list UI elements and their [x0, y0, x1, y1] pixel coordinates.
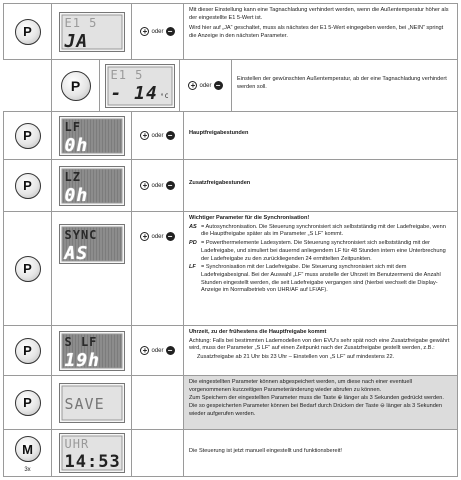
plus-icon[interactable]: + [140, 346, 149, 355]
table-row [3, 159, 458, 211]
description: Mit dieser Einstellung kann eine Tagnachladung verhindert werden, wenn die Außentemperatur höher als der eingestellte E1 5-Wert ist. Wird hier auf „JA“ geschaltet, muss als nächstes der E1 5-Wert eingegeben werden, bei „NEIN“ springt die Anzeige in den nächsten Parameter. [183, 4, 458, 59]
plus-or-minus-control: + oder − [140, 346, 174, 355]
lcd-display [59, 433, 125, 473]
lcd-top: UHR [64, 437, 90, 451]
p-button[interactable]: P [15, 338, 41, 364]
description: Die eingestellten Parameter können abgespeichert werden, um diese nach einer eventuell vorgenommenen kurzzeitigen Parameteränderung wieder abrufen zu können. Zum Speichern der eingestellten Parameter muss die Taste ⊕ länger als 3 Sekunden gedrückt werden. Die so gespeicherten Parameter können bei Bedarf durch Drücken der Taste ⊖ länger als 3 Sekunden wieder aufgerufen werden. [183, 376, 458, 429]
lcd-unit: °C [160, 92, 170, 100]
list-item: LF = Synchronisation mit der Ladefreigabe. Die Steuerung synchronisiert sich mit dem Ladefreigabesignal. Bei der Auswahl „LF“ muss anstelle der Uhrzeit im Benutzermenü die Anzahl Stunden eingestellt werden, die seit Ladefreigabe vergangen sind (hierbei wechselt die Display-Anzeige im Normalbetrieb von UHR/AF auf LF/AF). [189, 264, 441, 294]
lcd-top: E1 5 [64, 15, 98, 30]
table-row [3, 429, 458, 477]
lcd-display [59, 331, 125, 371]
description: Die Steuerung ist jetzt manuell eingestellt und funktionsbereit! [183, 430, 458, 476]
minus-icon[interactable]: − [166, 181, 175, 190]
p-button[interactable]: P [15, 256, 41, 282]
plus-icon[interactable]: + [140, 232, 149, 241]
lcd-top: SYNC [64, 227, 98, 242]
table-row [3, 59, 458, 111]
lcd-bottom: 0h [64, 184, 89, 206]
plus-or-minus-control: + oder − [140, 232, 174, 241]
plus-or-minus-control: + oder − [188, 81, 222, 90]
lcd-bottom: AS [64, 242, 89, 264]
lcd-top: LF [64, 119, 81, 134]
lcd-top: E1 5 [110, 67, 144, 82]
description: Wichtiger Parameter für die Synchronisation! AS = Autosynchronisation. Die Steuerung synchronisiert sich selbstständig mit der Ladefreigabe, wenn die Hauptfreigabe später als im Parameter „S LF“ kommt. PD = Powerthermelemente Ladesystem. Die Steuerung synchronisiert sich selbstständig mit der Ladefreigabe, und simuliert bei dauernd anliegendem LF für 48 Stunden intern eine Unterbrechung der Ladefreigabe zu den zurückliegenden 24 ermittelten Zeitpunkten. LF = Synchronisation mit der Ladefreigabe. Die Steuerung synchronisiert sich mit dem Ladefreigabesignal. Bei der Auswahl „LF“ muss anstelle der Uhrzeit im Benutzermenü die Anzahl Stunden eingestellt werden, die seit Ladefreigabe vergangen sind (hierbei wechselt die Display-Anzeige im Normalbetrieb von UHR/AF auf LF/AF). [183, 212, 458, 325]
plus-icon[interactable]: + [140, 131, 149, 140]
minus-icon[interactable]: − [166, 27, 175, 36]
p-button[interactable]: P [15, 390, 41, 416]
lcd-display [59, 224, 125, 264]
lcd-display [59, 116, 125, 156]
lcd-bottom: 0h [64, 134, 89, 156]
table-row [3, 211, 458, 325]
lcd-top: LZ [64, 169, 81, 184]
list-item: AS = Autosynchronisation. Die Steuerung synchronisiert sich selbstständig mit der Ladefreigabe, wenn die Hauptfreigabe später als im Parameter „S LF“ kommt. [189, 223, 446, 238]
press-count: 3x [24, 467, 31, 473]
lcd-display [59, 12, 125, 52]
lcd-text: SAVE [64, 394, 105, 413]
plus-or-minus-control: + oder − [140, 27, 174, 36]
lcd-display [59, 383, 125, 423]
description: Hauptfreigabestunden [183, 112, 458, 159]
plus-icon[interactable]: + [140, 27, 149, 36]
table-row [3, 375, 458, 429]
p-button[interactable]: P [15, 173, 41, 199]
table-row [3, 3, 458, 59]
plus-or-minus-control: + oder − [140, 181, 174, 190]
p-button[interactable]: P [61, 71, 91, 101]
lcd-top: S LF [64, 334, 98, 349]
m-button[interactable]: M [15, 436, 41, 462]
plus-icon[interactable]: + [188, 81, 197, 90]
instruction-table [3, 3, 458, 477]
table-row [3, 325, 458, 375]
minus-icon[interactable]: − [214, 81, 223, 90]
table-row [3, 111, 458, 159]
minus-icon[interactable]: − [166, 232, 175, 241]
plus-icon[interactable]: + [140, 181, 149, 190]
lcd-display [105, 64, 175, 108]
lcd-display [59, 166, 125, 206]
description: Einstellen der gewünschten Außentemperatur, ab der eine Tagnachladung verhindert werden soll. [231, 60, 458, 111]
lcd-bottom: 19h [64, 349, 101, 371]
p-button[interactable]: P [15, 19, 41, 45]
lcd-bottom: JA [64, 30, 89, 52]
plus-or-minus-control: + oder − [140, 131, 174, 140]
list-item: PD = Powerthermelemente Ladesystem. Die Steuerung synchronisiert sich selbstständig mit der Ladefreigabe, und simuliert bei dauernd anliegendem LF für 48 Stunden intern eine Unterbrechung der Ladefreigabe zu den zurückliegenden 24 ermittelten Zeitpunkten. [189, 240, 446, 262]
description: Uhrzeit, zu der frühestens die Hauptfreigabe kommt Achtung: Falls bei bestimmten Lademodellen von den EVU's sehr spät noch eine Zusatzfreigabe gewährt wird, muss der Parameter „S LF“ auf einen Zeitpunkt nach der Zusatzfreigabe gestellt werden, z.B.: Zusatzfreigabe ab 21 Uhr bis 23 Uhr – Einstellen von „S LF“ auf mindestens 22. [183, 326, 458, 375]
minus-icon[interactable]: − [166, 131, 175, 140]
description: Zusatzfreigabestunden [183, 160, 458, 211]
lcd-bottom: - 14 [110, 82, 158, 104]
p-button[interactable]: P [15, 123, 41, 149]
minus-icon[interactable]: − [166, 346, 175, 355]
lcd-bottom: 14:53 [64, 452, 121, 472]
